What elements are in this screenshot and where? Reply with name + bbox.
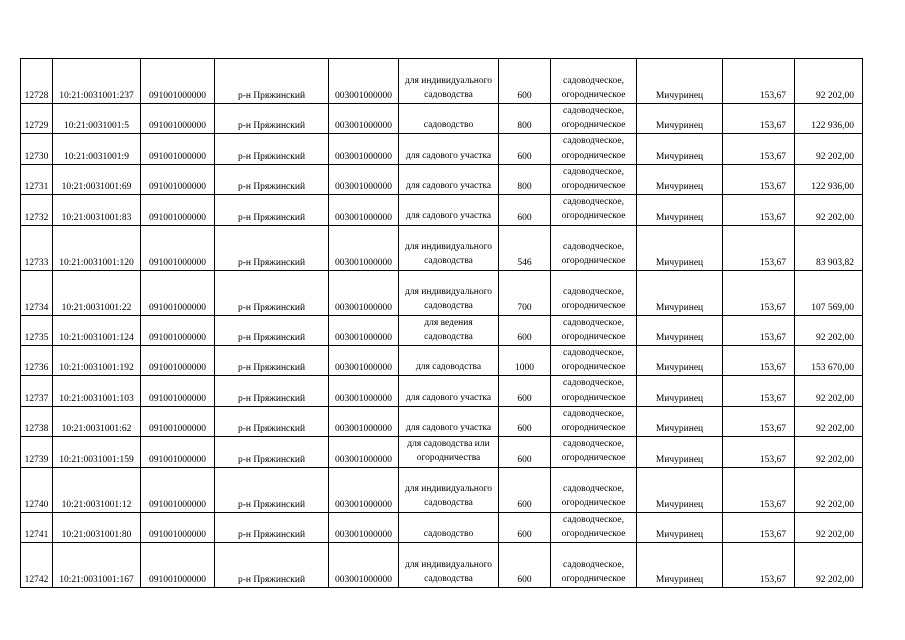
settlement-cell: Мичуринец <box>637 437 723 467</box>
oktmo-cell: 003001000000 <box>329 195 399 225</box>
area-cell: 600 <box>499 315 551 345</box>
table-row <box>21 104 863 134</box>
document-page <box>20 58 863 588</box>
okato-cell: 091001000000 <box>141 512 215 542</box>
specific-value-cell: 153,67 <box>723 467 795 512</box>
district-cell: р-н Пряжинский <box>215 512 329 542</box>
table-row <box>21 134 863 164</box>
table-row <box>21 225 863 270</box>
settlement-cell: Мичуринец <box>637 270 723 315</box>
area-cell: 600 <box>499 467 551 512</box>
cadastral-value-cell: 92 202,00 <box>795 195 863 225</box>
okato-cell: 091001000000 <box>141 225 215 270</box>
table-row <box>21 376 863 406</box>
oktmo-cell: 003001000000 <box>329 315 399 345</box>
cadastral-value-cell: 122 936,00 <box>795 164 863 194</box>
land-category-cell: садоводческое, огородническое <box>551 270 637 315</box>
okato-cell: 091001000000 <box>141 376 215 406</box>
cadastral-number-cell: 10:21:0031001:192 <box>53 346 141 376</box>
settlement-cell: Мичуринец <box>637 315 723 345</box>
okato-cell: 091001000000 <box>141 59 215 104</box>
specific-value-cell: 153,67 <box>723 225 795 270</box>
specific-value-cell: 153,67 <box>723 195 795 225</box>
cadastral-number-cell: 10:21:0031001:83 <box>53 195 141 225</box>
area-cell: 600 <box>499 134 551 164</box>
cadastral-number-cell: 10:21:0031001:124 <box>53 315 141 345</box>
row-number-cell: 12742 <box>21 543 53 588</box>
settlement-cell: Мичуринец <box>637 467 723 512</box>
table-row <box>21 195 863 225</box>
district-cell: р-н Пряжинский <box>215 346 329 376</box>
row-number-cell: 12737 <box>21 376 53 406</box>
cadastral-number-cell: 10:21:0031001:120 <box>53 225 141 270</box>
oktmo-cell: 003001000000 <box>329 225 399 270</box>
row-number-cell: 12738 <box>21 406 53 436</box>
land-category-cell: садоводческое, огородническое <box>551 59 637 104</box>
cadastral-value-cell: 153 670,00 <box>795 346 863 376</box>
district-cell: р-н Пряжинский <box>215 134 329 164</box>
row-number-cell: 12731 <box>21 164 53 194</box>
area-cell: 700 <box>499 270 551 315</box>
land-category-cell: садоводческое, огородническое <box>551 543 637 588</box>
permitted-use-cell: для индивидуального садоводства <box>399 467 499 512</box>
cadastral-value-cell: 92 202,00 <box>795 512 863 542</box>
land-category-cell: садоводческое, огородническое <box>551 376 637 406</box>
specific-value-cell: 153,67 <box>723 512 795 542</box>
okato-cell: 091001000000 <box>141 467 215 512</box>
cadastral-value-cell: 92 202,00 <box>795 134 863 164</box>
okato-cell: 091001000000 <box>141 134 215 164</box>
settlement-cell: Мичуринец <box>637 195 723 225</box>
row-number-cell: 12735 <box>21 315 53 345</box>
specific-value-cell: 153,67 <box>723 376 795 406</box>
row-number-cell: 12730 <box>21 134 53 164</box>
area-cell: 1000 <box>499 346 551 376</box>
district-cell: р-н Пряжинский <box>215 376 329 406</box>
area-cell: 600 <box>499 376 551 406</box>
okato-cell: 091001000000 <box>141 406 215 436</box>
land-category-cell: садоводческое, огородническое <box>551 104 637 134</box>
land-category-cell: садоводческое, огородническое <box>551 406 637 436</box>
area-cell: 600 <box>499 543 551 588</box>
oktmo-cell: 003001000000 <box>329 346 399 376</box>
settlement-cell: Мичуринец <box>637 225 723 270</box>
area-cell: 600 <box>499 195 551 225</box>
specific-value-cell: 153,67 <box>723 164 795 194</box>
okato-cell: 091001000000 <box>141 437 215 467</box>
oktmo-cell: 003001000000 <box>329 270 399 315</box>
permitted-use-cell: для ведения садоводства <box>399 315 499 345</box>
land-category-cell: садоводческое, огородническое <box>551 225 637 270</box>
cadastral-number-cell: 10:21:0031001:62 <box>53 406 141 436</box>
land-category-cell: садоводческое, огородническое <box>551 467 637 512</box>
specific-value-cell: 153,67 <box>723 346 795 376</box>
table-row <box>21 59 863 104</box>
table-row <box>21 270 863 315</box>
okato-cell: 091001000000 <box>141 346 215 376</box>
settlement-cell: Мичуринец <box>637 543 723 588</box>
okato-cell: 091001000000 <box>141 270 215 315</box>
specific-value-cell: 153,67 <box>723 270 795 315</box>
cadastral-value-cell: 92 202,00 <box>795 315 863 345</box>
cadastral-value-cell: 92 202,00 <box>795 437 863 467</box>
specific-value-cell: 153,67 <box>723 134 795 164</box>
row-number-cell: 12734 <box>21 270 53 315</box>
district-cell: р-н Пряжинский <box>215 195 329 225</box>
row-number-cell: 12736 <box>21 346 53 376</box>
table-row <box>21 406 863 436</box>
cadastral-number-cell: 10:21:0031001:159 <box>53 437 141 467</box>
okato-cell: 091001000000 <box>141 195 215 225</box>
table-row <box>21 543 863 588</box>
land-category-cell: садоводческое, огородническое <box>551 134 637 164</box>
specific-value-cell: 153,67 <box>723 437 795 467</box>
cadastral-value-cell: 92 202,00 <box>795 467 863 512</box>
district-cell: р-н Пряжинский <box>215 104 329 134</box>
land-category-cell: садоводческое, огородническое <box>551 512 637 542</box>
area-cell: 800 <box>499 164 551 194</box>
cadastral-number-cell: 10:21:0031001:5 <box>53 104 141 134</box>
cadastral-value-table <box>20 58 863 588</box>
area-cell: 600 <box>499 406 551 436</box>
district-cell: р-н Пряжинский <box>215 437 329 467</box>
table-row <box>21 315 863 345</box>
oktmo-cell: 003001000000 <box>329 467 399 512</box>
cadastral-number-cell: 10:21:0031001:22 <box>53 270 141 315</box>
permitted-use-cell: для садового участка <box>399 164 499 194</box>
permitted-use-cell: для садового участка <box>399 376 499 406</box>
row-number-cell: 12729 <box>21 104 53 134</box>
district-cell: р-н Пряжинский <box>215 315 329 345</box>
row-number-cell: 12733 <box>21 225 53 270</box>
cadastral-value-cell: 92 202,00 <box>795 543 863 588</box>
cadastral-number-cell: 10:21:0031001:69 <box>53 164 141 194</box>
okato-cell: 091001000000 <box>141 104 215 134</box>
specific-value-cell: 153,67 <box>723 59 795 104</box>
cadastral-number-cell: 10:21:0031001:12 <box>53 467 141 512</box>
cadastral-value-cell: 107 569,00 <box>795 270 863 315</box>
settlement-cell: Мичуринец <box>637 406 723 436</box>
settlement-cell: Мичуринец <box>637 104 723 134</box>
settlement-cell: Мичуринец <box>637 512 723 542</box>
cadastral-value-cell: 92 202,00 <box>795 406 863 436</box>
settlement-cell: Мичуринец <box>637 134 723 164</box>
okato-cell: 091001000000 <box>141 164 215 194</box>
oktmo-cell: 003001000000 <box>329 543 399 588</box>
row-number-cell: 12728 <box>21 59 53 104</box>
specific-value-cell: 153,67 <box>723 543 795 588</box>
table-row <box>21 437 863 467</box>
land-category-cell: садоводческое, огородническое <box>551 437 637 467</box>
row-number-cell: 12741 <box>21 512 53 542</box>
district-cell: р-н Пряжинский <box>215 543 329 588</box>
land-category-cell: садоводческое, огородническое <box>551 164 637 194</box>
table-body <box>21 59 863 588</box>
oktmo-cell: 003001000000 <box>329 376 399 406</box>
cadastral-number-cell: 10:21:0031001:103 <box>53 376 141 406</box>
permitted-use-cell: для индивидуального садоводства <box>399 59 499 104</box>
permitted-use-cell: для садового участка <box>399 195 499 225</box>
district-cell: р-н Пряжинский <box>215 467 329 512</box>
district-cell: р-н Пряжинский <box>215 225 329 270</box>
cadastral-value-cell: 92 202,00 <box>795 376 863 406</box>
oktmo-cell: 003001000000 <box>329 134 399 164</box>
oktmo-cell: 003001000000 <box>329 437 399 467</box>
district-cell: р-н Пряжинский <box>215 406 329 436</box>
table-row <box>21 346 863 376</box>
permitted-use-cell: садоводство <box>399 512 499 542</box>
settlement-cell: Мичуринец <box>637 346 723 376</box>
cadastral-value-cell: 92 202,00 <box>795 59 863 104</box>
cadastral-number-cell: 10:21:0031001:167 <box>53 543 141 588</box>
cadastral-number-cell: 10:21:0031001:237 <box>53 59 141 104</box>
table-row <box>21 467 863 512</box>
table-row <box>21 512 863 542</box>
area-cell: 600 <box>499 59 551 104</box>
oktmo-cell: 003001000000 <box>329 59 399 104</box>
settlement-cell: Мичуринец <box>637 164 723 194</box>
row-number-cell: 12732 <box>21 195 53 225</box>
permitted-use-cell: для садоводства или огородничества <box>399 437 499 467</box>
area-cell: 800 <box>499 104 551 134</box>
cadastral-value-cell: 83 903,82 <box>795 225 863 270</box>
oktmo-cell: 003001000000 <box>329 406 399 436</box>
table-row <box>21 164 863 194</box>
oktmo-cell: 003001000000 <box>329 164 399 194</box>
area-cell: 546 <box>499 225 551 270</box>
district-cell: р-н Пряжинский <box>215 164 329 194</box>
area-cell: 600 <box>499 437 551 467</box>
specific-value-cell: 153,67 <box>723 406 795 436</box>
settlement-cell: Мичуринец <box>637 376 723 406</box>
specific-value-cell: 153,67 <box>723 315 795 345</box>
permitted-use-cell: для индивидуального садоводства <box>399 270 499 315</box>
permitted-use-cell: для индивидуального садоводства <box>399 543 499 588</box>
area-cell: 600 <box>499 512 551 542</box>
oktmo-cell: 003001000000 <box>329 512 399 542</box>
cadastral-number-cell: 10:21:0031001:9 <box>53 134 141 164</box>
permitted-use-cell: для садоводства <box>399 346 499 376</box>
settlement-cell: Мичуринец <box>637 59 723 104</box>
district-cell: р-н Пряжинский <box>215 270 329 315</box>
okato-cell: 091001000000 <box>141 543 215 588</box>
specific-value-cell: 153,67 <box>723 104 795 134</box>
permitted-use-cell: для садового участка <box>399 134 499 164</box>
land-category-cell: садоводческое, огородническое <box>551 346 637 376</box>
okato-cell: 091001000000 <box>141 315 215 345</box>
cadastral-value-cell: 122 936,00 <box>795 104 863 134</box>
oktmo-cell: 003001000000 <box>329 104 399 134</box>
permitted-use-cell: для садового участка <box>399 406 499 436</box>
permitted-use-cell: для индивидуального садоводства <box>399 225 499 270</box>
row-number-cell: 12739 <box>21 437 53 467</box>
land-category-cell: садоводческое, огородническое <box>551 315 637 345</box>
district-cell: р-н Пряжинский <box>215 59 329 104</box>
permitted-use-cell: садоводство <box>399 104 499 134</box>
cadastral-number-cell: 10:21:0031001:80 <box>53 512 141 542</box>
land-category-cell: садоводческое, огородническое <box>551 195 637 225</box>
row-number-cell: 12740 <box>21 467 53 512</box>
